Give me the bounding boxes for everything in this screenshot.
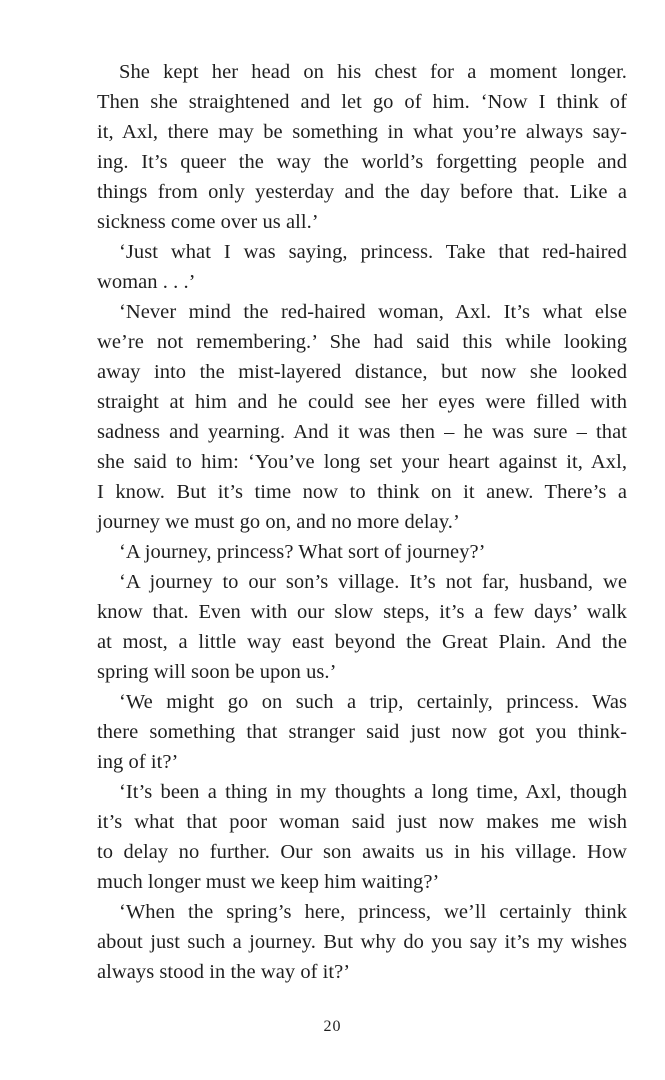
- text-line: sadness and yearning. And it was then – he was sure – that: [97, 421, 627, 443]
- text-line: straight at him and he could see her eyes were filled with: [97, 391, 627, 413]
- text-line: sickness come over us all.’: [97, 211, 319, 233]
- text-line: know that. Even with our slow steps, it’s a few days’ walk: [97, 601, 627, 623]
- text-line: things from only yesterday and the day before that. Like a: [97, 181, 627, 203]
- text-line: it, Axl, there may be something in what you’re always say-: [97, 121, 627, 143]
- text-line: ‘Never mind the red-haired woman, Axl. It’s what else: [119, 301, 627, 323]
- text-line: away into the mist-layered distance, but now she looked: [97, 361, 627, 383]
- text-line: we’re not remembering.’ She had said this while looking: [97, 331, 627, 353]
- text-line: journey we must go on, and no more delay.’: [97, 511, 460, 533]
- text-line: about just such a journey. But why do you say it’s my wishes: [97, 931, 627, 953]
- text-line: spring will soon be upon us.’: [97, 661, 337, 683]
- text-line: it’s what that poor woman said just now makes me wish: [97, 811, 627, 833]
- text-line: She kept her head on his chest for a moment longer.: [119, 61, 627, 83]
- text-line: woman . . .’: [97, 271, 196, 293]
- text-line: ing. It’s queer the way the world’s forgetting people and: [97, 151, 627, 173]
- text-line: much longer must we keep him waiting?’: [97, 871, 440, 893]
- text-line: ‘It’s been a thing in my thoughts a long time, Axl, though: [119, 781, 627, 803]
- text-line: ‘When the spring’s here, princess, we’ll certainly think: [119, 901, 627, 923]
- text-line: Then she straightened and let go of him. ‘Now I think of: [97, 91, 627, 113]
- text-line: ing of it?’: [97, 751, 179, 773]
- text-line: ‘A journey, princess? What sort of journey?’: [119, 541, 486, 563]
- page-number: 20: [323, 1018, 342, 1035]
- text-line: ‘Just what I was saying, princess. Take that red-haired: [119, 241, 627, 263]
- text-line: she said to him: ‘You’ve long set your heart against it, Axl,: [97, 451, 627, 473]
- text-line: to delay no further. Our son awaits us in his village. How: [97, 841, 627, 863]
- page-text-block: [97, 57, 627, 987]
- text-line: I know. But it’s time now to think on it anew. There’s a: [97, 481, 627, 503]
- text-line: ‘A journey to our son’s village. It’s not far, husband, we: [119, 571, 627, 593]
- text-line: always stood in the way of it?’: [97, 961, 351, 983]
- text-line: at most, a little way east beyond the Great Plain. And the: [97, 631, 627, 653]
- text-line: ‘We might go on such a trip, certainly, princess. Was: [119, 691, 627, 713]
- text-line: there something that stranger said just now got you think-: [97, 721, 627, 743]
